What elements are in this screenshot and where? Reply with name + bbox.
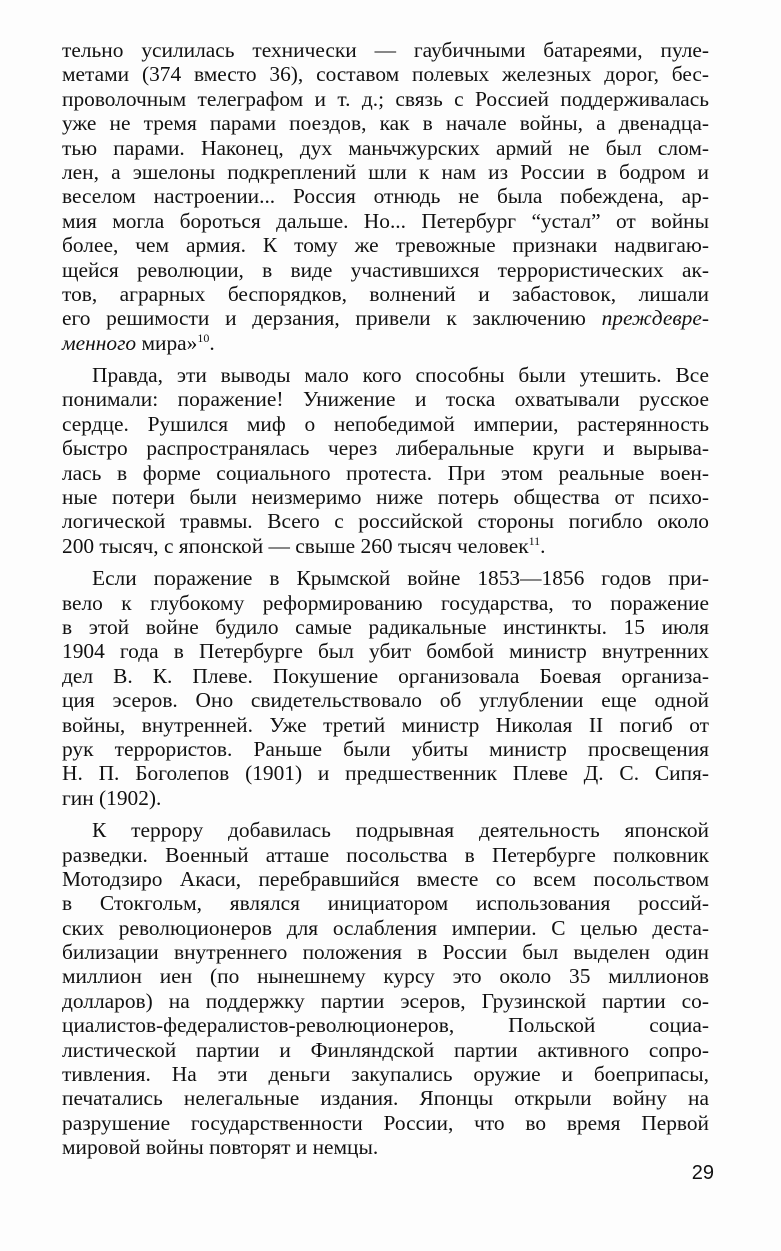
text-line: сердце. Рушился миф о непобедимой империи, растерянность [62, 411, 709, 436]
footnote-ref: 11 [528, 533, 541, 548]
text-line [62, 534, 709, 558]
footnote-ref: 10 [197, 330, 210, 345]
text-segment: мира» [136, 330, 198, 355]
paragraph-4 [62, 818, 709, 1159]
paragraph-gap [62, 810, 709, 818]
text-line: мировой войны повторят и немцы. [62, 1135, 379, 1160]
text-segment: его решимости и дерзания, привели к заключению [62, 306, 602, 331]
text-line: миллион иен (по нынешнему курсу это около 35 миллионов [62, 964, 709, 989]
text-line: войны, внутренней. Уже третий министр Николая II погиб от [62, 712, 709, 737]
text-line: долларов) на поддержку партии эсеров, Грузинской партии со- [62, 988, 709, 1013]
text-line: более, чем армия. К тому же тревожные признаки надвигаю- [62, 233, 709, 258]
text-segment: . [209, 330, 215, 355]
text-line: Н. П. Боголепов (1901) и предшественник Плеве Д. С. Сипя- [62, 761, 709, 786]
text-line: тов, аграрных беспорядков, волнений и забастовок, лишали [62, 281, 709, 306]
text-line: рук террористов. Раньше были убиты министр просвещения [62, 736, 709, 761]
body-text [62, 38, 709, 1160]
italic-text: менного [62, 330, 137, 355]
paragraph-gap [62, 355, 709, 363]
text-line: метами (374 вместо 36), составом полевых железных дорог, бес- [62, 62, 709, 87]
text-line: разрушение государственности России, что во время Первой [62, 1110, 709, 1135]
text-line: разведки. Военный атташе посольства в Петербурге полковник [62, 842, 709, 867]
text-line: 1904 года в Петербурге был убит бомбой министр внутренних [62, 639, 709, 664]
text-line: дел В. К. Плеве. Покушение организовала Боевая организа- [62, 663, 709, 688]
text-line: проволочным телеграфом и т. д.; связь с Россией поддерживалась [62, 86, 709, 111]
text-line: логической травмы. Всего с российской стороны погибло около [62, 509, 709, 534]
text-line [62, 331, 709, 355]
text-line: быстро распространялась через либеральные круги и вырыва- [62, 436, 709, 461]
text-line: циалистов-федералистов-революционеров, Польской социа- [62, 1013, 709, 1038]
paragraph-1 [62, 38, 709, 355]
text-line: К террору добавилась подрывная деятельность японской [92, 818, 709, 843]
text-line: ные потери были неизмеримо ниже потерь общества от психо- [62, 485, 709, 510]
text-line: Правда, эти выводы мало кого способны были утешить. Все [92, 363, 709, 388]
text-line: Если поражение в Крымской войне 1853—1856 годов при- [92, 566, 709, 591]
text-line: вело к глубокому реформированию государства, то поражение [62, 590, 709, 615]
paragraph-2 [62, 363, 709, 558]
text-line: билизации внутреннего положения в России был выделен один [62, 940, 709, 965]
text-line: ция эсеров. Оно свидетельствовало об углублении еще одной [62, 688, 709, 713]
text-line: листической партии и Финляндской партии активного сопро- [62, 1037, 709, 1062]
text-line: уже не тремя парами поездов, как в начале войны, а двенадца- [62, 111, 709, 136]
text-line: тельно усилилась технически — гаубичными батареями, пуле- [62, 38, 709, 62]
text-line: тивления. На эти деньги закупались оружие и боеприпасы, [62, 1062, 709, 1087]
italic-text: преждевре- [601, 306, 709, 331]
text-line: гин (1902). [62, 785, 162, 810]
text-line: понимали: поражение! Унижение и тоска охватывали русское [62, 387, 709, 412]
page-number: 29 [691, 1162, 714, 1184]
text-line [62, 306, 709, 330]
text-line: ских революционеров для ослабления империи. С целью деста- [62, 915, 709, 940]
text-line: печатались нелегальные издания. Японцы открыли войну на [62, 1086, 709, 1111]
text-line: лен, а эшелоны подкреплений шли к нам из России в бодром и [62, 159, 709, 184]
text-line: тью парами. Наконец, дух маньчжурских армий не был слом- [62, 135, 709, 160]
text-line: в Стокгольм, являлся инициатором использования россий- [62, 891, 709, 916]
text-line: щейся революции, в виде участившихся террористических ак- [62, 257, 709, 282]
text-line: мия могла бороться дальше. Но... Петербург “устал” от войны [62, 208, 709, 233]
text-segment: . [540, 533, 546, 558]
text-segment: 200 тысяч, с японской — свыше 260 тысяч человек [62, 533, 529, 558]
text-line: лась в форме социального протеста. При этом реальные воен- [62, 460, 709, 485]
text-line: Мотодзиро Акаси, перебравшийся вместе со всем посольством [62, 866, 709, 891]
text-line: веселом настроении... Россия отнюдь не была побеждена, ар- [62, 184, 709, 209]
text-line: в этой войне будило самые радикальные инстинкты. 15 июля [62, 614, 709, 639]
paragraph-3 [62, 566, 709, 810]
paragraph-gap [62, 558, 709, 566]
